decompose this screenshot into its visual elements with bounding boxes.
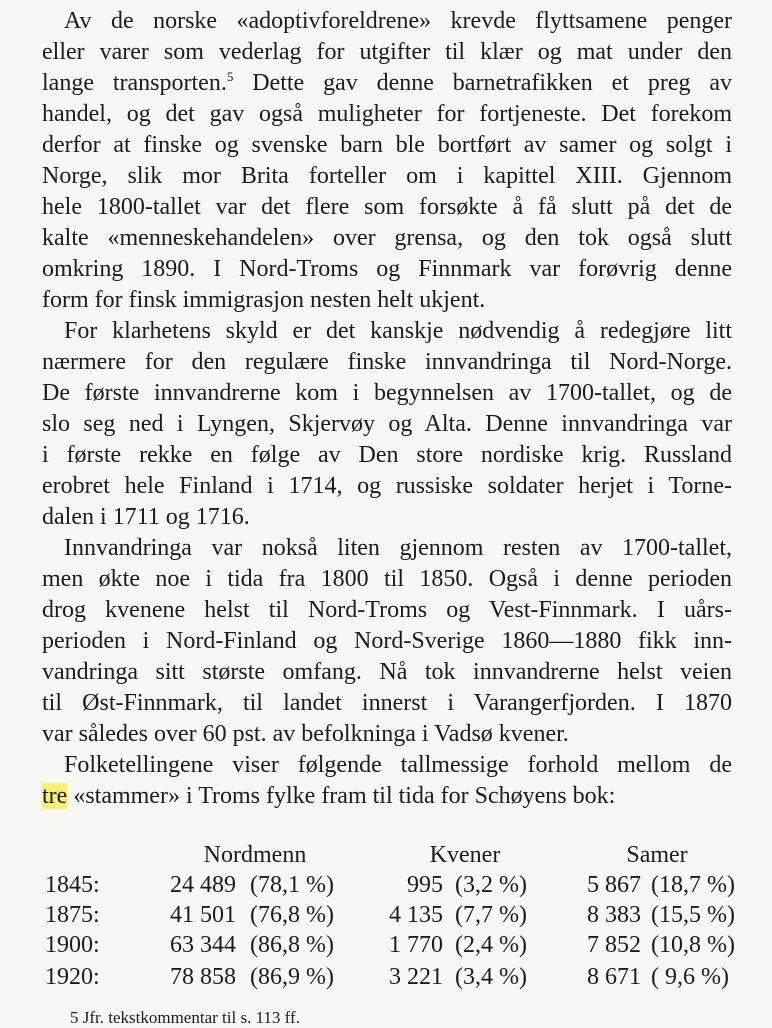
highlighted-word: tre: [42, 783, 68, 809]
text-segment: «stammer» i Troms fylke fram til tida for Schøyens bok:: [73, 783, 616, 809]
text-line: men økte noe i tida fra 1800 til 1850. Også i denne perioden: [42, 566, 732, 592]
text-segment: lange transporten.: [42, 70, 227, 96]
column-header-samer: Samer: [626, 842, 688, 868]
percent-cell: (15,5 %): [651, 902, 735, 928]
column-header-kvener: Kvener: [429, 842, 501, 868]
percent-cell: (3,4 %): [455, 964, 527, 990]
text-line: kalte «menneskehandelen» over grensa, og den tok også slutt: [42, 225, 732, 251]
count-cell: 24 489: [170, 872, 236, 898]
paragraph-3: [42, 533, 732, 750]
text-line: drog kvenene helst til Nord-Troms og Vest-Finnmark. I uårs-: [42, 597, 732, 623]
text-line: form for finsk immigrasjon nesten helt ukjent.: [42, 287, 486, 313]
count-cell: 5 867: [587, 872, 641, 898]
text-line: til Øst-Finnmark, til landet innerst i Varangerfjorden. I 1870: [42, 690, 732, 716]
percent-cell: (78,1 %): [250, 872, 334, 898]
text-line: [42, 781, 732, 812]
text-line: erobret hele Finland i 1714, og russiske soldater herjet i Torne-: [42, 473, 732, 499]
percent-cell: (7,7 %): [455, 902, 527, 928]
text-line: dalen i 1711 og 1716.: [42, 504, 250, 530]
text-line: hele 1800-tallet var det flere som forsøkte å få slutt på det de: [42, 194, 732, 220]
count-cell: 8 383: [587, 902, 641, 928]
year-cell: 1920:: [45, 964, 100, 990]
percent-cell: (3,2 %): [455, 872, 527, 898]
text-line: slo seg ned i Lyngen, Skjervøy og Alta. Denne innvandringa var: [42, 411, 732, 437]
table-row: [0, 932, 772, 962]
text-line: derfor at finske og svenske barn ble bortført av samer og solgt i: [42, 132, 732, 158]
year-cell: 1875:: [45, 902, 100, 928]
body-text: [42, 6, 732, 812]
percent-cell: ( 9,6 %): [651, 964, 729, 990]
text-line: omkring 1890. I Nord-Troms og Finnmark var forøvrig denne: [42, 256, 732, 282]
text-line: vandringa sitt største omfang. Nå tok innvandrerne helst veien: [42, 659, 732, 685]
count-cell: 8 671: [587, 964, 641, 990]
text-line: var således over 60 pst. av befolkninga i Vadsø kvener.: [42, 721, 569, 747]
text-line: nærmere for den regulære finske innvandringa til Nord-Norge.: [42, 349, 732, 375]
text-line: Folketellingene viser følgende tallmessige forhold mellom de: [64, 752, 732, 778]
table-row: [0, 872, 772, 902]
table-row: [0, 902, 772, 932]
text-line: eller varer som vederlag for utgifter til klær og mat under den: [42, 39, 732, 65]
percent-cell: (2,4 %): [455, 932, 527, 958]
count-cell: 63 344: [170, 932, 236, 958]
percent-cell: (10,8 %): [651, 932, 735, 958]
count-cell: 4 135: [389, 902, 443, 928]
text-line: De første innvandrerne kom i begynnelsen av 1700-tallet, og de: [42, 380, 732, 406]
count-cell: 3 221: [389, 964, 443, 990]
paragraph-4: [42, 750, 732, 812]
count-cell: 995: [407, 872, 443, 898]
footnote: 5 Jfr. tekstkommentar til s. 113 ff.: [70, 1008, 300, 1027]
footnote-ref: 5: [226, 69, 234, 84]
text-line: perioden i Nord-Finland og Nord-Sverige 1860—1880 fikk inn-: [42, 628, 732, 654]
text-line: Av de norske «adoptivforeldrene» krevde flyttsamene penger: [64, 8, 732, 34]
column-header-nordmenn: Nordmenn: [203, 842, 307, 868]
text-line: Norge, slik mor Brita forteller om i kapittel XIII. Gjennom: [42, 163, 732, 189]
percent-cell: (86,9 %): [250, 964, 334, 990]
year-cell: 1845:: [45, 872, 100, 898]
text-line: Innvandringa var nokså liten gjennom resten av 1700-tallet,: [64, 535, 732, 561]
text-line: [42, 68, 732, 99]
count-cell: 1 770: [389, 932, 443, 958]
percent-cell: (76,8 %): [250, 902, 334, 928]
percent-cell: (18,7 %): [651, 872, 735, 898]
text-line: For klarhetens skyld er det kanskje nødvendig å redegjøre litt: [64, 318, 732, 344]
text-segment: Dette gav denne barnetrafikken et preg av: [252, 70, 733, 96]
text-line: i første rekke en følge av Den store nordiske krig. Russland: [42, 442, 732, 468]
percent-cell: (86,8 %): [250, 932, 334, 958]
paragraph-1: [42, 6, 732, 316]
count-cell: 78 858: [170, 964, 236, 990]
year-cell: 1900:: [45, 932, 100, 958]
count-cell: 41 501: [170, 902, 236, 928]
table-row: [0, 964, 772, 994]
count-cell: 7 852: [587, 932, 641, 958]
paragraph-2: [42, 316, 732, 533]
text-line: handel, og det gav også muligheter for fortjeneste. Det forekom: [42, 101, 732, 127]
